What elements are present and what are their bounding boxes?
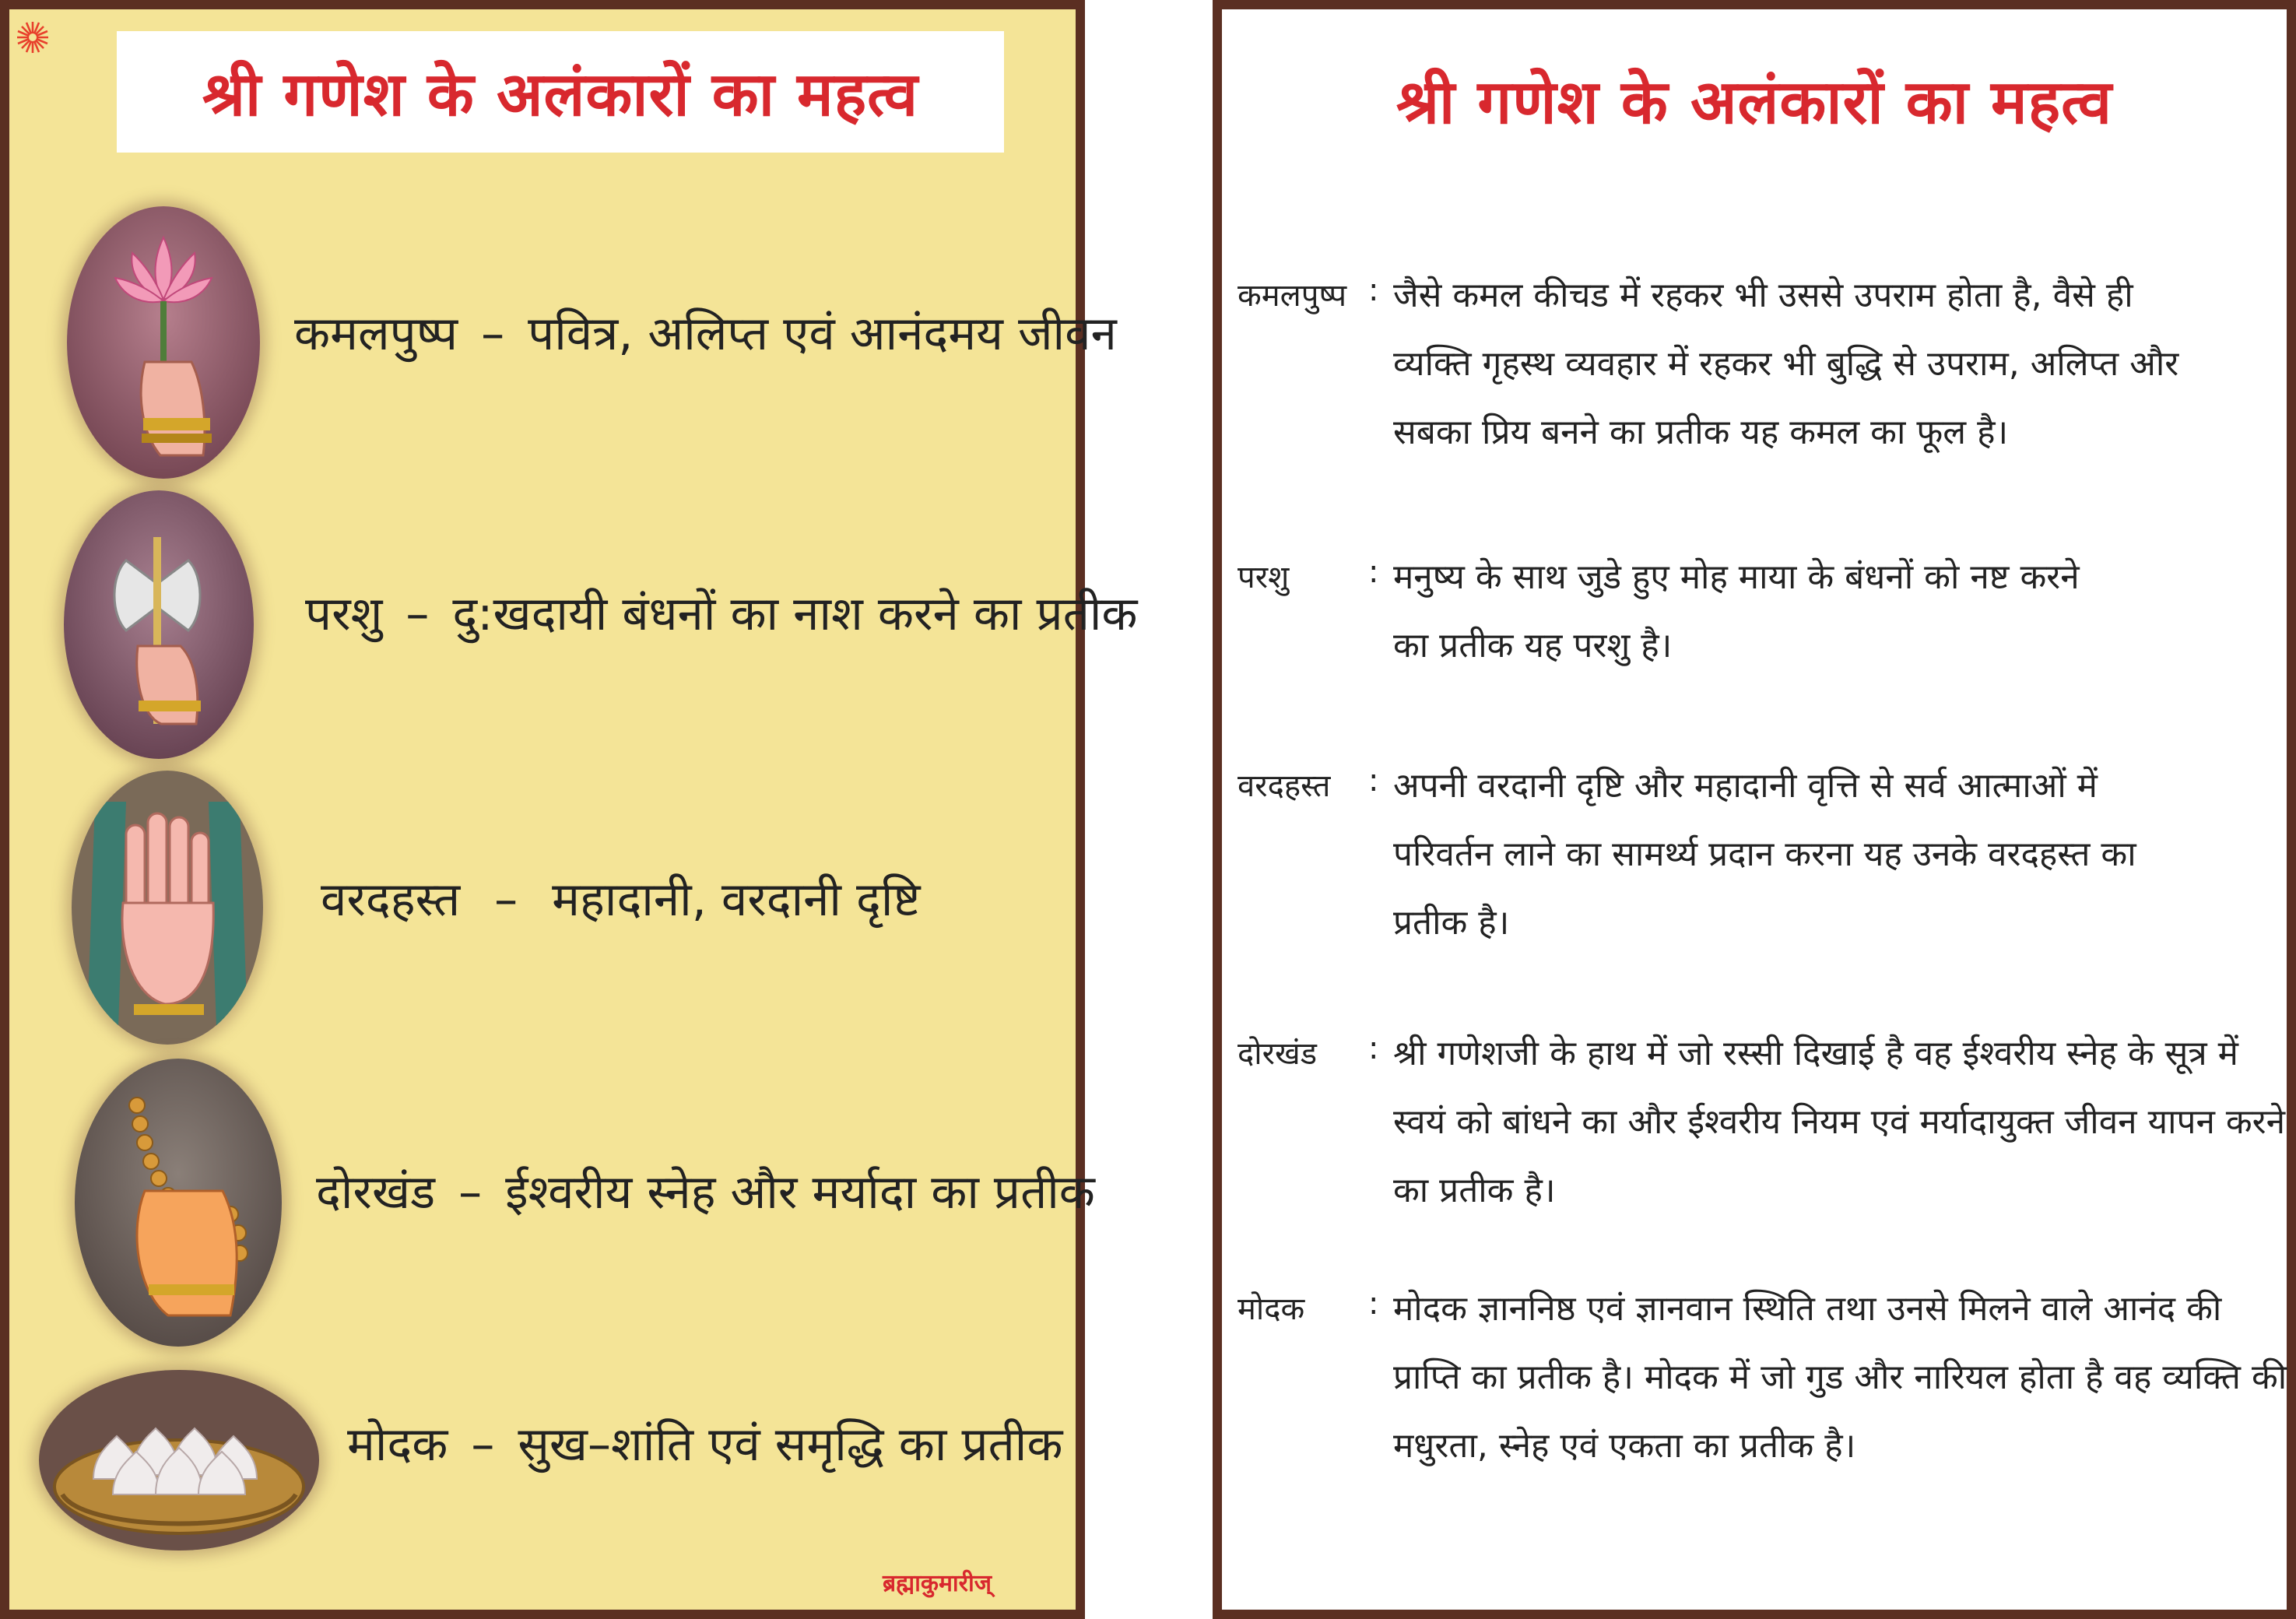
description-line: का प्रतीक यह परशु है। — [1393, 626, 1673, 666]
description-item — [1238, 763, 2265, 973]
description-text — [1393, 543, 2234, 680]
item-text — [294, 300, 1117, 363]
brand-signature: ब्रह्माकुमारीज् — [883, 1570, 992, 1597]
description-line: का प्रतीक है। — [1393, 1171, 1556, 1210]
description-item — [1238, 272, 2265, 483]
brahma-kumaris-logo-icon — [16, 20, 50, 54]
description-text — [1393, 1275, 2287, 1480]
item-dash: – — [471, 1417, 495, 1472]
description-line: मनुष्य के साथ जुडे हुए मोह माया के बंधनों को नष्ट करने — [1393, 557, 2080, 597]
blessing-hand-icon — [72, 771, 263, 1045]
item-meaning: पवित्र, अलिप्त एवं आनंदमय जीवन — [528, 307, 1117, 361]
item-text — [305, 580, 1138, 644]
description-label: कमलपुष्प — [1238, 278, 1347, 314]
item-meaning: महादानी, वरदानी दृष्टि — [552, 873, 921, 927]
description-label: दोरखंड — [1238, 1036, 1318, 1072]
description-item — [1238, 554, 2265, 702]
item-meaning: ईश्वरीय स्नेह और मर्यादा का प्रतीक — [505, 1165, 1095, 1220]
list-item — [0, 206, 1117, 483]
description-line: स्वयं को बांधने का और ईश्वरीय नियम एवं मर्यादायुक्त जीवन यापन करने — [1393, 1102, 2286, 1142]
item-meaning: सुख–शांति एवं समृद्धि का प्रतीक — [518, 1417, 1063, 1472]
description-colon: : — [1368, 763, 1379, 799]
item-name: परशु — [305, 587, 383, 641]
description-text — [1393, 1020, 2286, 1225]
description-item — [1238, 1031, 2286, 1241]
lotus-hand-icon — [67, 206, 260, 479]
item-name: वरदहस्त — [321, 873, 461, 927]
description-line: मधुरता, स्नेह एवं एकता का प्रतीक है। — [1393, 1426, 1856, 1466]
description-line: मोदक ज्ञाननिष्ठ एवं ज्ञानवान स्थिति तथा उनसे मिलने वाले आनंद की — [1393, 1289, 2222, 1329]
description-colon: : — [1368, 1031, 1379, 1066]
list-item — [0, 1059, 1095, 1354]
item-meaning: दु:खदायी बंधनों का नाश करने का प्रतीक — [452, 587, 1138, 641]
description-line: सबका प्रिय बनने का प्रतीक यह कमल का फूल है। — [1393, 413, 2009, 452]
left-title-box — [117, 31, 1004, 153]
description-text — [1393, 752, 2234, 957]
item-dash: – — [405, 587, 430, 641]
description-line: व्यक्ति गृहस्थ व्यवहार में रहकर भी बुद्धि से उपराम, अलिप्त और — [1393, 344, 2179, 384]
list-item — [0, 490, 1138, 763]
description-text — [1393, 262, 2234, 467]
description-line: श्री गणेशजी के हाथ में जो रस्सी दिखाई है वह ईश्वरीय स्नेह के सूत्र में — [1393, 1034, 2238, 1073]
description-colon: : — [1368, 554, 1379, 590]
page-title: श्री गणेश के अलंकारों का महत्व — [202, 60, 919, 130]
description-colon: : — [1368, 272, 1379, 308]
description-label: वरदहस्त — [1238, 768, 1331, 804]
item-text — [321, 866, 921, 929]
list-item — [0, 1370, 1066, 1557]
description-label: मोदक — [1238, 1291, 1305, 1327]
modak-basket-icon — [39, 1370, 319, 1551]
description-line: परिवर्तन लाने का सामर्थ्य प्रदान करना यह उनके वरदहस्त का — [1393, 834, 2136, 874]
description-line: अपनी वरदानी दृष्टि और महादानी वृत्ति से सर्व आत्माओं में — [1393, 766, 2098, 806]
axe-hand-icon — [64, 490, 254, 759]
list-item — [0, 771, 1066, 1051]
description-line: जैसे कमल कीचड में रहकर भी उससे उपराम होता है, वैसे ही — [1393, 276, 2133, 315]
right-title-box — [1222, 39, 2287, 160]
item-text — [347, 1410, 1062, 1474]
page-title: श्री गणेश के अलंकारों का महत्व — [1396, 68, 2113, 138]
rope-hand-icon — [75, 1059, 282, 1347]
item-dash: – — [458, 1165, 483, 1220]
description-line: प्रतीक है। — [1393, 903, 1510, 943]
item-name: कमलपुष्प — [294, 307, 458, 361]
item-dash: – — [494, 873, 518, 927]
description-line: प्राप्ति का प्रतीक है। मोदक में जो गुड और नारियल होता है वह व्यक्ति की — [1393, 1357, 2287, 1397]
item-name: दोरखंड — [316, 1165, 436, 1220]
description-label: परशु — [1238, 560, 1290, 595]
item-name: मोदक — [347, 1417, 448, 1472]
item-text — [316, 1158, 1095, 1222]
item-dash: – — [481, 307, 505, 361]
description-colon: : — [1368, 1286, 1379, 1322]
description-item — [1238, 1286, 2287, 1496]
